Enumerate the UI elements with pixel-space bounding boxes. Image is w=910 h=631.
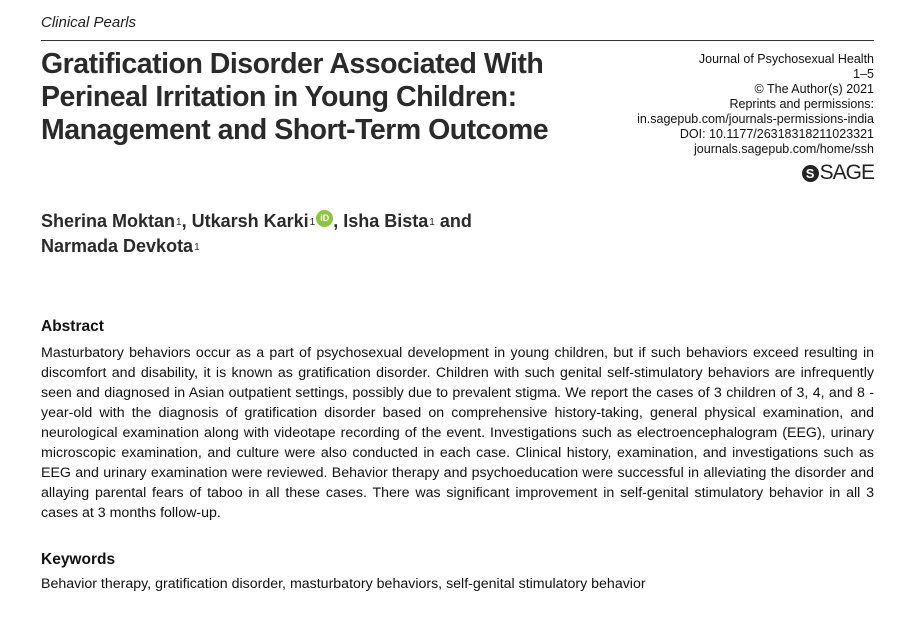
orcid-icon[interactable]: iD bbox=[316, 210, 333, 227]
author-name: Narmada Devkota bbox=[41, 236, 194, 256]
reprints-label: Reprints and permissions: bbox=[729, 97, 874, 111]
title-line: Gratification Disorder Associated With bbox=[41, 48, 544, 80]
section-label: Clinical Pearls bbox=[41, 14, 137, 31]
affiliation-marker: 1 bbox=[194, 242, 200, 253]
journal-name: Journal of Psychosexual Health bbox=[698, 52, 874, 66]
affiliation-marker: 1 bbox=[176, 217, 182, 228]
author-line bbox=[41, 234, 472, 259]
abstract-heading: Abstract bbox=[41, 318, 104, 335]
page-range: 1–5 bbox=[853, 67, 874, 81]
reprints-link[interactable]: in.sagepub.com/journals-permissions-india bbox=[637, 112, 874, 126]
keywords-heading: Keywords bbox=[41, 551, 116, 568]
copyright: © The Author(s) 2021 bbox=[754, 82, 874, 96]
keywords-text: Behavior therapy, gratification disorder, masturbatory behaviors, self-genital stimulatory behavior bbox=[41, 576, 646, 592]
author-separator: , bbox=[333, 211, 344, 231]
author-name: Utkarsh Karki bbox=[191, 211, 309, 231]
publisher-logo bbox=[802, 161, 874, 185]
author-list bbox=[41, 209, 472, 259]
author-separator: , bbox=[181, 211, 192, 231]
author-line bbox=[41, 209, 472, 234]
title-line: Perineal Irritation in Young Children: bbox=[41, 81, 517, 113]
article-title bbox=[41, 48, 641, 147]
journal-meta bbox=[637, 52, 874, 157]
abstract-text: Masturbatory behaviors occur as a part of psychosexual development in young children, but if such behaviors exceed resulting in discomfort and disability, it is known as gratification disorder. Children with such genital self-stimulatory behaviors are infrequently seen and diagnosed in Asian outpatient settings, possibly due to prevalent stigma. We report the cases of 3 children of 3, 4, and 8 - year-old with the diagnosis of gratification disorder based on comprehensive history-taking, general physical examination, and neurological examination along with videotape recording of the event. Investigations such as electroencephalogram (EEG), urinary microscopic examination, and culture were also conducted in each case. Clinical history, examination, and investigations such as EEG and urinary examination were reviewed. Behavior therapy and psychoeducation were successful in alleviating the disorder and allaying parental fears of taboo in all these cases. There was significant improvement in self-genital stimulatory behavior in all 3 cases at 3 months follow-up. bbox=[41, 345, 874, 521]
title-line: Management and Short-Term Outcome bbox=[41, 114, 549, 146]
affiliation-marker: 1 bbox=[309, 217, 316, 228]
sage-logo-icon: S bbox=[802, 165, 819, 182]
affiliation-marker: 1 bbox=[429, 217, 435, 228]
header-rule bbox=[41, 40, 874, 41]
author-separator: and bbox=[434, 211, 472, 231]
doi[interactable]: DOI: 10.1177/26318318211023321 bbox=[679, 127, 874, 141]
author-name: Sherina Moktan bbox=[41, 211, 176, 231]
publisher-name: SAGE bbox=[819, 161, 874, 184]
author-name: Isha Bista bbox=[343, 211, 429, 231]
journal-homepage[interactable]: journals.sagepub.com/home/ssh bbox=[694, 142, 874, 156]
